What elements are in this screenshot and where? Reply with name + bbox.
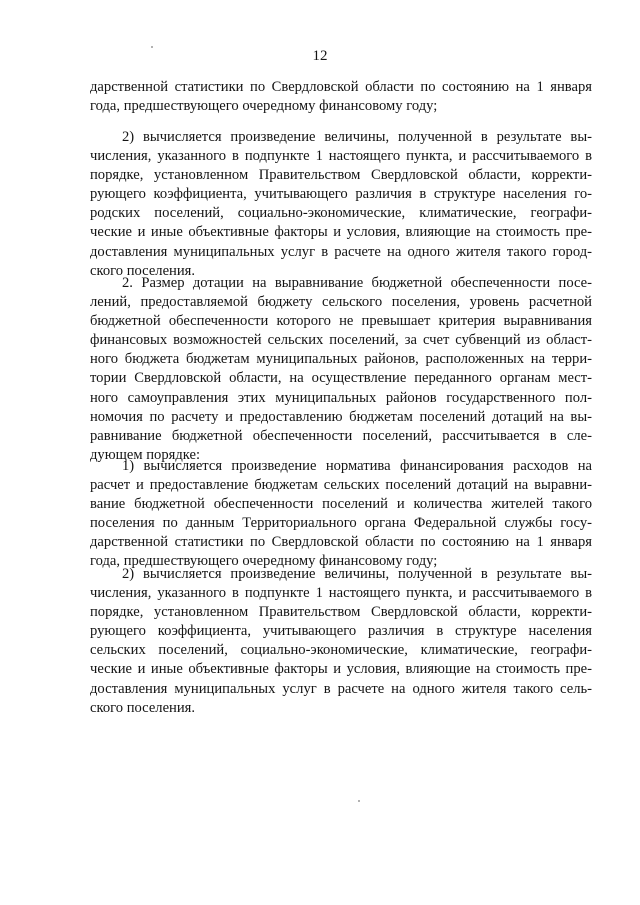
paragraph-continuation — [90, 78, 592, 116]
text-line: лений, предоставляемой бюджету сельского поселения, уровень расчетной — [90, 294, 592, 311]
text-line: 2. Размер дотации на выравнивание бюджетной обеспеченности посе- — [122, 275, 592, 291]
page-number: 12 — [312, 48, 328, 64]
text-line: сельских поселений, социально-экономические, климатические, географи- — [90, 642, 592, 659]
text-line: доставления муниципальных услуг в расчете на одного жителя такого город- — [90, 243, 592, 260]
text-line: 2) вычисляется произведение величины, полученной в результате вы- — [122, 566, 592, 582]
text-line: дарственной статистики по Свердловской области по состоянию на 1 января — [90, 534, 592, 551]
scan-speck — [358, 800, 360, 802]
paragraph-section-2 — [90, 274, 592, 465]
text-line: финансовых возможностей сельских поселений, за счет субвенций из област- — [90, 332, 592, 349]
text-line: года, предшествующего очередному финансовому году; — [90, 98, 438, 115]
text-line: родских поселений, социально-экономические, климатические, географи- — [90, 205, 592, 222]
text-line: порядке, установленном Правительством Свердловской области, корректи- — [90, 604, 592, 621]
text-line: дующем порядке: — [90, 446, 201, 463]
text-line: 1) вычисляется произведение норматива финансирования расходов на — [122, 458, 592, 474]
text-line: ческие и иные объективные факторы и условия, влияющие на стоимость пре- — [90, 224, 592, 241]
text-line: порядке, установленном Правительством Свердловской области, корректи- — [90, 167, 592, 184]
text-line: вание бюджетной обеспеченности поселений и количества жителей такого — [90, 496, 592, 513]
paragraph-item-2-urban — [90, 128, 592, 281]
text-line: расчет и предоставление бюджетам сельских поселений дотаций на выравни- — [90, 477, 592, 494]
text-line: года, предшествующего очередному финансовому году; — [90, 553, 438, 570]
paragraph-item-2-rural — [90, 565, 592, 718]
text-line: равнивание бюджетной обеспеченности поселений, рассчитывается в сле- — [90, 427, 592, 444]
text-line: ческие и иные объективные факторы и условия, влияющие на стоимость пре- — [90, 661, 592, 678]
text-line: поселения по данным Территориального органа Федеральной службы госу- — [90, 515, 592, 532]
text-line: тории Свердловской области, на осуществление переданного органам мест- — [90, 370, 592, 387]
text-line: доставления муниципальных услуг в расчете на одного жителя такого сель- — [90, 680, 592, 697]
text-line: рующего коэффициента, учитывающего различия в структуре населения го- — [90, 186, 592, 203]
text-line: ского поселения. — [90, 262, 196, 279]
text-line: номочия по расчету и предоставлению бюджетам поселений дотаций на вы- — [90, 408, 592, 425]
text-line: ного бюджета бюджетам муниципальных районов, расположенных на терри- — [90, 351, 592, 368]
text-line: ного самоуправления этих муниципальных районов государственного пол- — [90, 389, 592, 406]
text-line: 2) вычисляется произведение величины, полученной в результате вы- — [122, 129, 592, 145]
text-line: числения, указанного в подпункте 1 настоящего пункта, и рассчитываемого в — [90, 585, 592, 602]
text-line: рующего коэффициента, учитывающего различия в структуре населения — [90, 623, 592, 640]
text-line: дарственной статистики по Свердловской области по состоянию на 1 января — [90, 79, 592, 95]
text-line: числения, указанного в подпункте 1 настоящего пункта, и рассчитываемого в — [90, 148, 592, 165]
paragraph-item-1-rural — [90, 457, 592, 572]
text-line: ского поселения. — [90, 699, 196, 716]
text-line: бюджетной обеспеченности которого не превышает критерия выравнивания — [90, 313, 592, 330]
